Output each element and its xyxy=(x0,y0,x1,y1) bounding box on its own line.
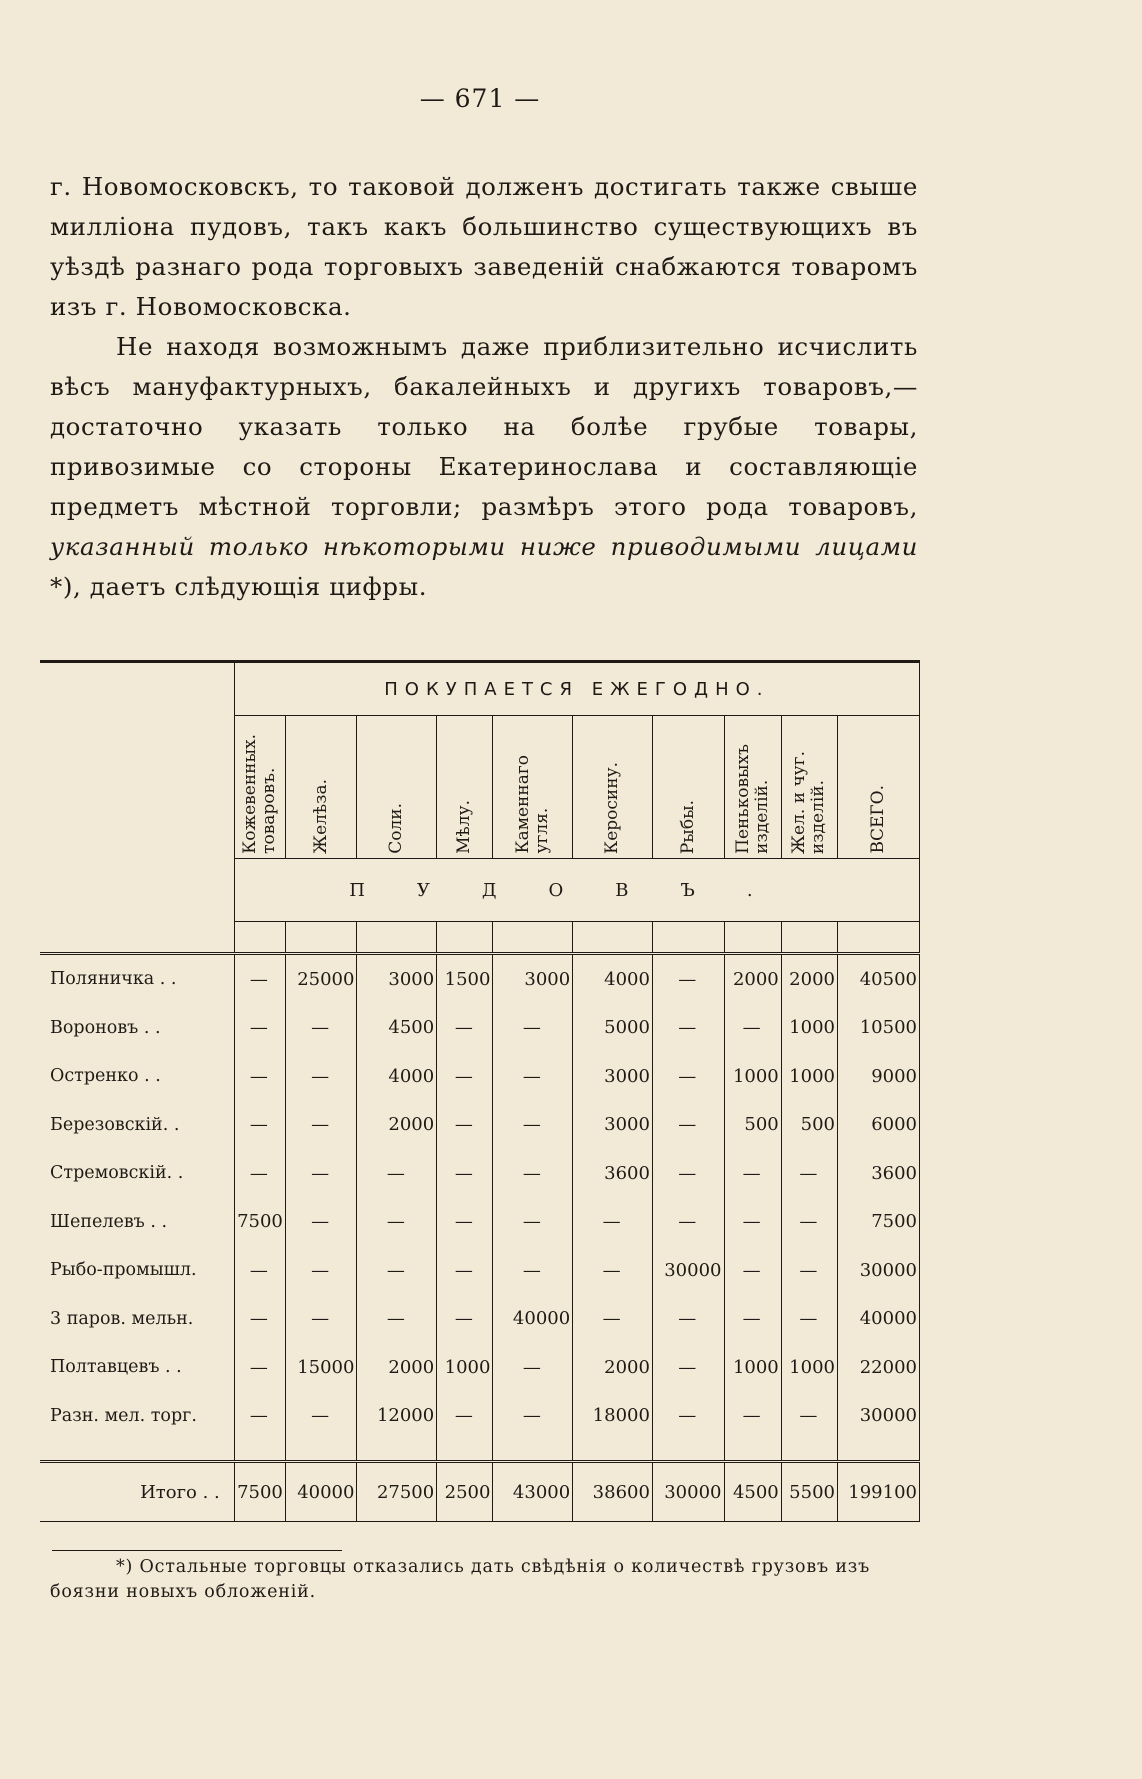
separator-cell xyxy=(652,1440,724,1462)
row-name: Полтавцевъ . . xyxy=(50,1357,182,1378)
table-cell: — xyxy=(573,1246,653,1295)
spacer-cell xyxy=(724,922,781,954)
paragraph-2-text: Не находя возможнымъ даже приблизительно исчислить вѣсъ мануфактурныхъ, бакалейныхъ и другихъ товаровъ,— достаточно указать только на болѣе грубые товары, привозимые со стороны Екатеринослава и составляющіе предметъ мѣстной торговли; размѣръ этого рода товаровъ, xyxy=(50,332,918,521)
column-header-7 xyxy=(724,716,781,859)
column-header-label: Пеньковыхъ изделій. xyxy=(732,744,772,854)
table-cell: — xyxy=(652,1004,724,1053)
table-cell: — xyxy=(652,1052,724,1101)
footnote-text: *) Остальные торговцы отказались дать свѣдѣнія о количествѣ грузовъ изъ боязни новыхъ обложеній. xyxy=(50,1557,871,1602)
table-cell: 40000 xyxy=(837,1295,919,1344)
spacer-cell xyxy=(781,922,837,954)
table-cell: — xyxy=(652,1149,724,1198)
table-row xyxy=(40,1052,920,1101)
table-cell: — xyxy=(437,1295,493,1344)
table-row xyxy=(40,1149,920,1198)
table-cell: 5000 xyxy=(573,1004,653,1053)
table-cell: 22000 xyxy=(837,1343,919,1392)
separator-cell xyxy=(781,1440,837,1462)
table-cell: — xyxy=(357,1198,437,1247)
total-cell: 30000 xyxy=(652,1462,724,1522)
column-header-2 xyxy=(357,716,437,859)
total-row xyxy=(40,1462,920,1522)
column-header-label: Соли. xyxy=(386,803,407,854)
table-cell: 500 xyxy=(724,1101,781,1150)
table-cell: 30000 xyxy=(837,1392,919,1441)
separator-cell xyxy=(357,1440,437,1462)
total-cell: 38600 xyxy=(573,1462,653,1522)
purchases-table-wrap xyxy=(40,660,920,1522)
spacer-name-cell xyxy=(40,922,234,954)
separator-cell xyxy=(837,1440,919,1462)
column-header-3 xyxy=(437,716,493,859)
table-cell: — xyxy=(493,1198,573,1247)
table-cell: — xyxy=(285,1295,357,1344)
column-header-label: Керосину. xyxy=(602,762,623,854)
column-header-9 xyxy=(837,716,919,859)
table-cell: — xyxy=(437,1052,493,1101)
table-cell: 2000 xyxy=(781,954,837,1004)
table-row xyxy=(40,1295,920,1344)
table-cell: — xyxy=(493,1004,573,1053)
total-cell: 43000 xyxy=(493,1462,573,1522)
table-cell: 3000 xyxy=(493,954,573,1004)
table-cell: — xyxy=(652,1101,724,1150)
table-cell: — xyxy=(234,1295,285,1344)
column-header-label: Каменнаго угля. xyxy=(512,755,552,854)
column-header-label: ВСЕГО. xyxy=(867,785,888,854)
table-cell: 3600 xyxy=(573,1149,653,1198)
table-cell: — xyxy=(437,1198,493,1247)
row-name: Разн. мел. торг. xyxy=(50,1405,197,1426)
column-header-label: Жел. и чуг. изделій. xyxy=(789,750,829,854)
table-cell: 6000 xyxy=(837,1101,919,1150)
table-cell: 30000 xyxy=(652,1246,724,1295)
table-cell: — xyxy=(493,1052,573,1101)
table-cell: — xyxy=(285,1198,357,1247)
table-cell: — xyxy=(234,1149,285,1198)
separator-cell xyxy=(493,1440,573,1462)
table-cell: — xyxy=(493,1101,573,1150)
table-cell: 2000 xyxy=(573,1343,653,1392)
spacer-cell xyxy=(357,922,437,954)
table-cell: — xyxy=(234,1101,285,1150)
table-cell: — xyxy=(493,1343,573,1392)
table-cell: 7500 xyxy=(234,1198,285,1247)
table-cell: — xyxy=(724,1198,781,1247)
table-cell: — xyxy=(652,1343,724,1392)
total-label: Итого . . xyxy=(40,1462,234,1522)
total-cell: 2500 xyxy=(437,1462,493,1522)
table-cell: — xyxy=(234,1343,285,1392)
spacer-cell xyxy=(234,922,285,954)
table-cell: — xyxy=(285,1392,357,1441)
table-cell: — xyxy=(234,1246,285,1295)
table-cell: — xyxy=(781,1392,837,1441)
column-header-0 xyxy=(234,716,285,859)
row-name: Шепелевъ . . xyxy=(50,1211,168,1232)
unit-label: ПУДОВЪ. xyxy=(234,859,919,922)
table-cell: — xyxy=(437,1149,493,1198)
paragraph-2-tail: *), даетъ слѣдующія цифры. xyxy=(50,572,428,601)
table-cell: 40000 xyxy=(493,1295,573,1344)
table-cell: — xyxy=(652,954,724,1004)
separator-name-cell xyxy=(40,1440,234,1462)
table-cell: — xyxy=(285,1246,357,1295)
column-header-row xyxy=(40,716,920,859)
table-title: ПОКУПАЕТСЯ ЕЖЕГОДНО. xyxy=(234,662,919,716)
column-header-6 xyxy=(652,716,724,859)
unit-row xyxy=(40,859,920,922)
table-cell: — xyxy=(493,1392,573,1441)
table-cell: — xyxy=(234,954,285,1004)
table-cell: 2000 xyxy=(724,954,781,1004)
table-cell: — xyxy=(573,1295,653,1344)
column-header-1 xyxy=(285,716,357,859)
column-header-label: Желѣза. xyxy=(310,778,331,854)
column-header-label: Кожевенных. товаровъ. xyxy=(239,734,279,854)
spacer-cell xyxy=(437,922,493,954)
table-cell: — xyxy=(234,1392,285,1441)
table-cell: 2000 xyxy=(357,1101,437,1150)
row-name: 3 паров. мельн. xyxy=(50,1308,194,1329)
separator-cell xyxy=(234,1440,285,1462)
table-cell: 1000 xyxy=(781,1343,837,1392)
table-cell: 1000 xyxy=(781,1052,837,1101)
total-cell: 40000 xyxy=(285,1462,357,1522)
table-row xyxy=(40,1004,920,1053)
table-cell: — xyxy=(652,1392,724,1441)
table-cell: 1000 xyxy=(724,1343,781,1392)
table-cell: 1000 xyxy=(724,1052,781,1101)
table-cell: 18000 xyxy=(573,1392,653,1441)
spacer-cell xyxy=(573,922,653,954)
table-cell: 4000 xyxy=(357,1052,437,1101)
table-body xyxy=(40,954,920,1441)
table-cell: — xyxy=(652,1295,724,1344)
table-cell: 3000 xyxy=(573,1052,653,1101)
table-cell: — xyxy=(781,1198,837,1247)
table-row xyxy=(40,1392,920,1441)
table-cell: 10500 xyxy=(837,1004,919,1053)
name-column-header xyxy=(40,716,234,859)
total-cell: 5500 xyxy=(781,1462,837,1522)
table-cell: 15000 xyxy=(285,1343,357,1392)
table-cell: — xyxy=(781,1295,837,1344)
paragraph-2 xyxy=(50,327,918,607)
table-cell: 1000 xyxy=(437,1343,493,1392)
table-total-body xyxy=(40,1440,920,1522)
table-cell: 4000 xyxy=(573,954,653,1004)
table-cell: — xyxy=(437,1246,493,1295)
total-cell: 27500 xyxy=(357,1462,437,1522)
table-cell: — xyxy=(724,1295,781,1344)
total-separator xyxy=(40,1440,920,1462)
spacer-cell xyxy=(493,922,573,954)
total-cell: 7500 xyxy=(234,1462,285,1522)
table-cell: — xyxy=(357,1295,437,1344)
table-cell: 3000 xyxy=(357,954,437,1004)
spacer-cell xyxy=(837,922,919,954)
table-cell: 25000 xyxy=(285,954,357,1004)
table-cell: 3600 xyxy=(837,1149,919,1198)
table-cell: — xyxy=(234,1004,285,1053)
paragraph-1: г. Новомосковскъ, то таковой долженъ достигать также свыше милліона пудовъ, такъ какъ большинство существующихъ въ уѣздѣ разнаго рода торговыхъ заведеній снабжаются товаромъ изъ г. Новомосковска. xyxy=(50,172,918,321)
table-cell: — xyxy=(357,1246,437,1295)
footnote-rule xyxy=(52,1550,342,1551)
table-cell: — xyxy=(437,1004,493,1053)
column-header-5 xyxy=(573,716,653,859)
table-cell: 1500 xyxy=(437,954,493,1004)
unit-row-blank xyxy=(40,859,234,922)
row-name: Березовскій. . xyxy=(50,1114,180,1135)
table-cell: 40500 xyxy=(837,954,919,1004)
column-header-label: Рыбы. xyxy=(677,799,698,854)
paragraph-2-italic: указанный только нѣкоторыми ниже приводимыми лицами xyxy=(50,532,918,561)
table-cell: — xyxy=(285,1052,357,1101)
table-cell: — xyxy=(285,1101,357,1150)
table-cell: — xyxy=(437,1392,493,1441)
table-cell: — xyxy=(724,1004,781,1053)
table-cell: — xyxy=(285,1149,357,1198)
table-cell: 4500 xyxy=(357,1004,437,1053)
row-name: Остренко . . xyxy=(50,1066,161,1087)
table-row xyxy=(40,1343,920,1392)
table-row xyxy=(40,1101,920,1150)
table-corner xyxy=(40,662,234,716)
spacer-cell xyxy=(285,922,357,954)
table-row xyxy=(40,1246,920,1295)
table-cell: — xyxy=(724,1392,781,1441)
table-cell: 12000 xyxy=(357,1392,437,1441)
table-row xyxy=(40,954,920,1004)
separator-cell xyxy=(437,1440,493,1462)
table-cell: 2000 xyxy=(357,1343,437,1392)
table-cell: — xyxy=(573,1198,653,1247)
row-name: Вороновъ . . xyxy=(50,1017,161,1038)
table-cell: — xyxy=(493,1149,573,1198)
separator-cell xyxy=(573,1440,653,1462)
table-cell: — xyxy=(781,1246,837,1295)
table-row xyxy=(40,1198,920,1247)
footnote xyxy=(50,1555,918,1605)
table-cell: 1000 xyxy=(781,1004,837,1053)
column-header-8 xyxy=(781,716,837,859)
table-cell: — xyxy=(357,1149,437,1198)
row-name: Рыбо-промышл. xyxy=(50,1260,197,1281)
page-number: — 671 — xyxy=(419,84,541,113)
table-cell: — xyxy=(437,1101,493,1150)
table-cell: — xyxy=(724,1149,781,1198)
table-cell: 500 xyxy=(781,1101,837,1150)
column-header-label: Мѣлу. xyxy=(454,800,475,854)
total-cell: 199100 xyxy=(837,1462,919,1522)
table-cell: — xyxy=(493,1246,573,1295)
spacer-row xyxy=(40,922,920,954)
separator-cell xyxy=(285,1440,357,1462)
total-cell: 4500 xyxy=(724,1462,781,1522)
table-cell: — xyxy=(234,1052,285,1101)
table-cell: 7500 xyxy=(837,1198,919,1247)
table-cell: — xyxy=(781,1149,837,1198)
spacer-cell xyxy=(652,922,724,954)
table-cell: 9000 xyxy=(837,1052,919,1101)
row-name: Поляничка . . xyxy=(50,969,177,990)
table-cell: — xyxy=(724,1246,781,1295)
table-cell: — xyxy=(652,1198,724,1247)
purchases-table xyxy=(40,660,920,1522)
row-name: Стремовскій. . xyxy=(50,1163,184,1184)
column-header-4 xyxy=(493,716,573,859)
separator-cell xyxy=(724,1440,781,1462)
table-cell: 30000 xyxy=(837,1246,919,1295)
body-text xyxy=(50,167,918,607)
table-cell: — xyxy=(285,1004,357,1053)
table-cell: 3000 xyxy=(573,1101,653,1150)
